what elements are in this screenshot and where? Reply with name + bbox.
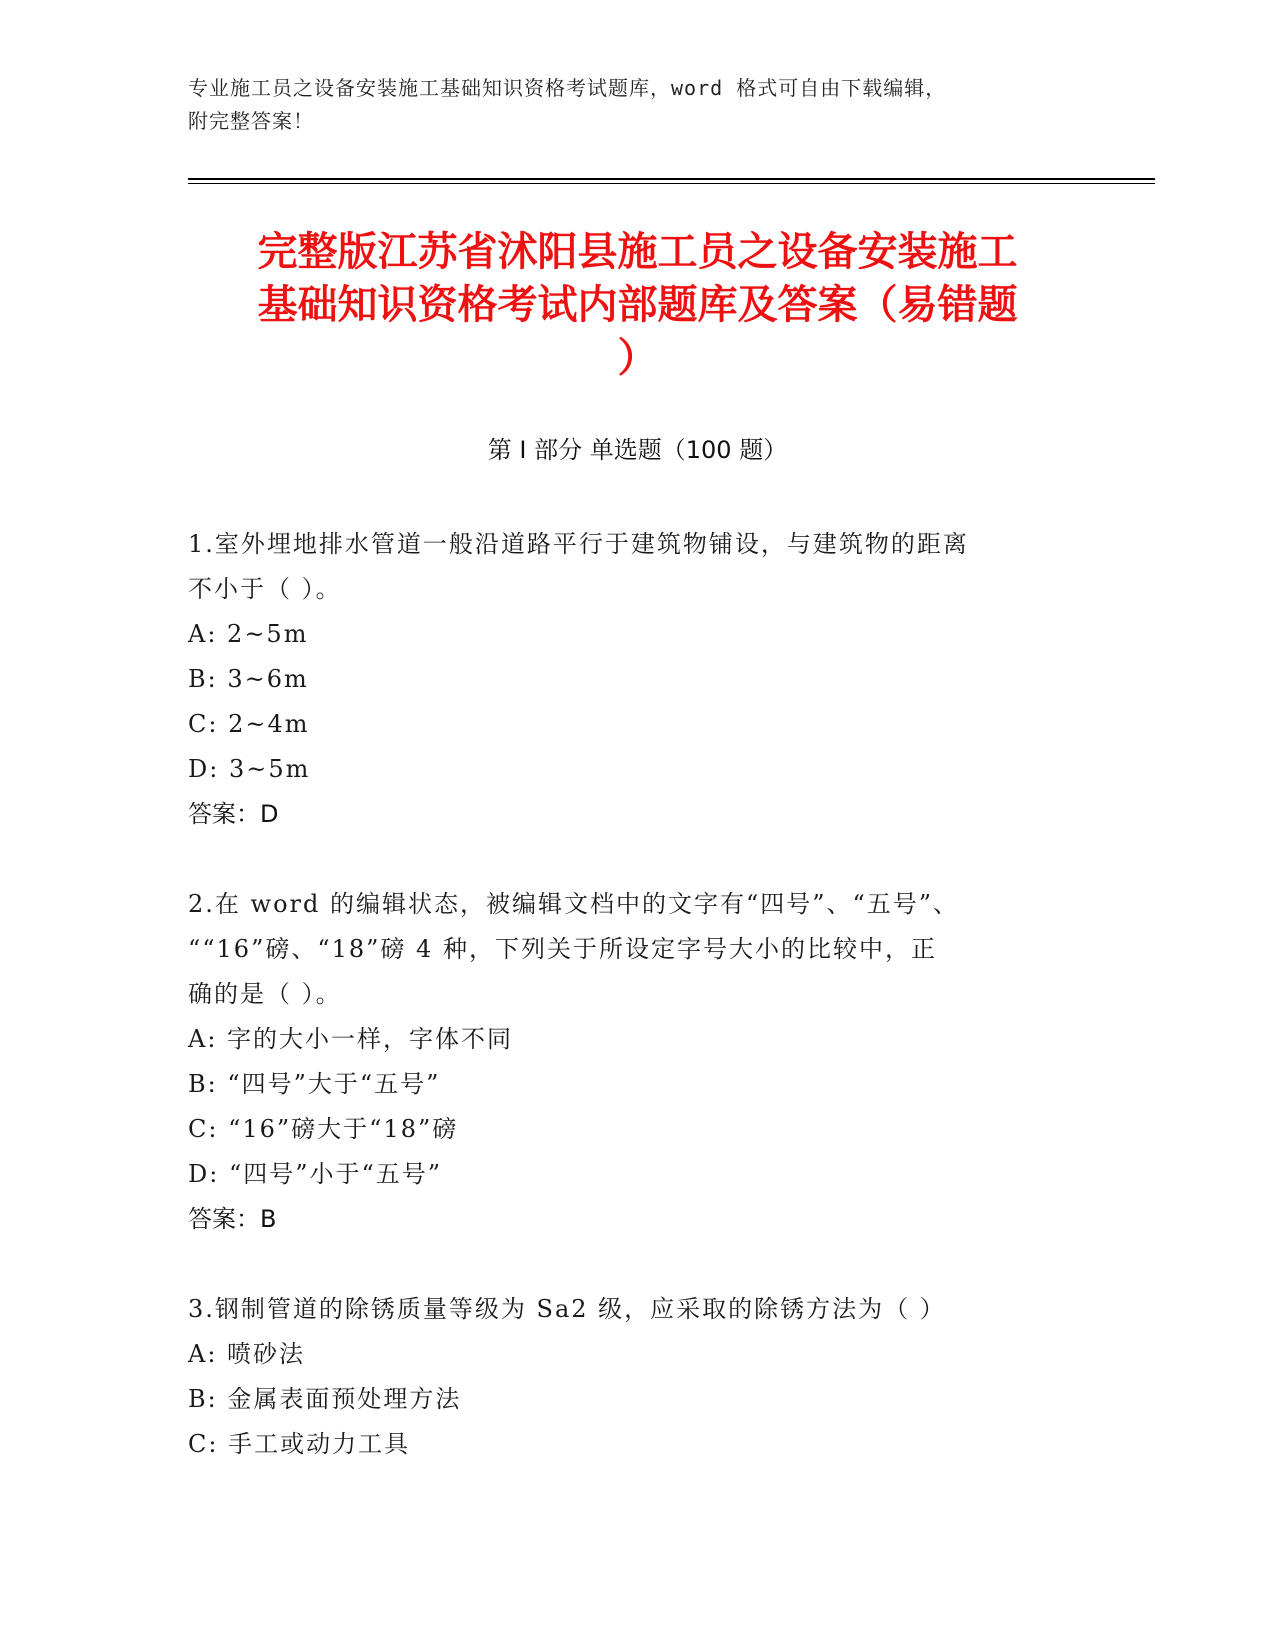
option-a: A: 字的大小一样，字体不同 [188, 1025, 514, 1053]
answer-label: 答案：B [188, 1205, 277, 1233]
question-list [188, 522, 1068, 1512]
question-stem-line: 2.在 word 的编辑状态，被编辑文档中的文字有“四号”、“五号”、 [188, 890, 960, 918]
option-a: A: 喷砂法 [188, 1340, 306, 1368]
question-3 [188, 1287, 1068, 1467]
question-2 [188, 882, 1068, 1242]
option-b: B: “四号”大于“五号” [188, 1070, 441, 1098]
title-line: 基础知识资格考试内部题库及答案（易错题 [257, 282, 1018, 328]
option-d: D: “四号”小于“五号” [188, 1160, 443, 1188]
question-1 [188, 522, 1068, 837]
option-c: C: 2~4m [188, 710, 310, 738]
title-line: ） [617, 335, 658, 381]
option-d: D: 3~5m [188, 755, 311, 783]
option-b: B: 金属表面预处理方法 [188, 1385, 462, 1413]
section-title: 第 I 部分 单选题（100 题） [487, 436, 788, 464]
header-line: 附完整答案！ [188, 109, 314, 133]
document-title [180, 226, 1095, 385]
answer-label: 答案：D [188, 800, 279, 828]
question-stem-line: 不小于（ ）。 [188, 575, 342, 603]
header-line: 专业施工员之设备安装施工基础知识资格考试题库，word 格式可自由下载编辑， [188, 76, 947, 100]
option-c: C: 手工或动力工具 [188, 1430, 411, 1458]
title-line: 完整版江苏省沭阳县施工员之设备安装施工 [257, 229, 1018, 275]
question-stem-line: ““16”磅、“18”磅 4 种，下列关于所设定字号大小的比较中，正 [188, 935, 937, 963]
question-stem-line: 确的是（ ）。 [188, 980, 342, 1008]
header-divider [188, 178, 1155, 180]
question-stem-line: 1.室外埋地排水管道一般沿道路平行于建筑物铺设，与建筑物的距离 [188, 530, 969, 558]
option-b: B: 3~6m [188, 665, 309, 693]
option-c: C: “16”磅大于“18”磅 [188, 1115, 459, 1143]
question-stem-line: 3.钢制管道的除锈质量等级为 Sa2 级，应采取的除锈方法为（ ） [188, 1295, 946, 1323]
option-a: A: 2~5m [188, 620, 309, 648]
page-header [188, 72, 1088, 138]
header-divider-thin [188, 183, 1155, 184]
